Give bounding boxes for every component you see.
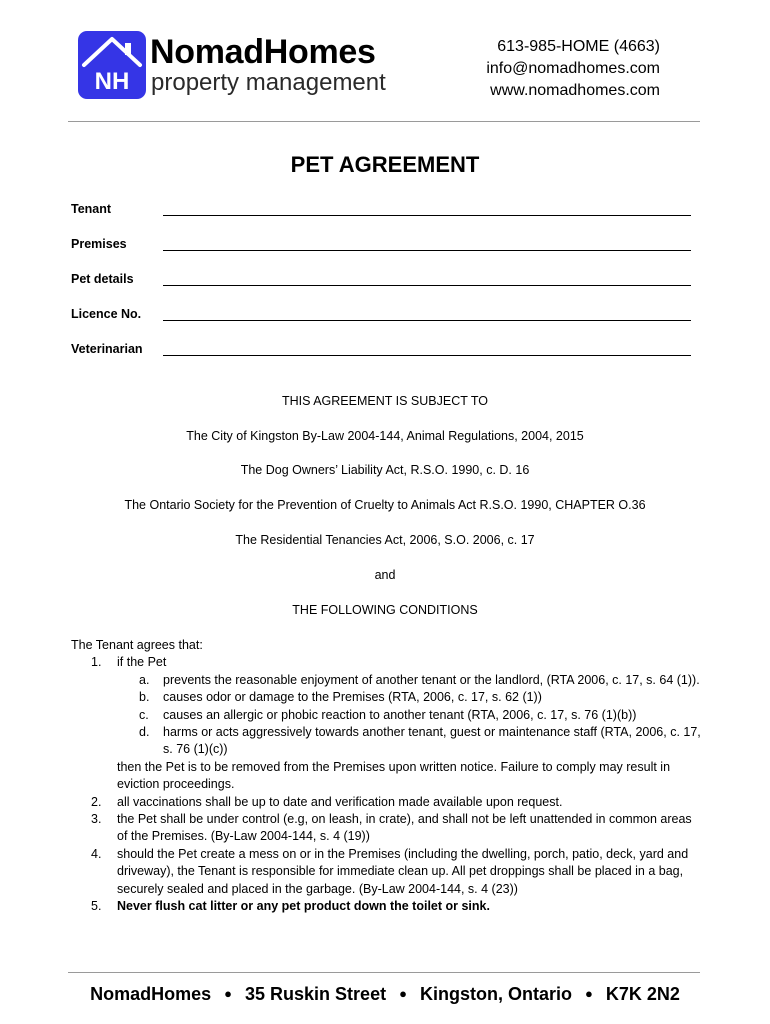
field-licence-no — [71, 306, 691, 324]
list-item — [71, 811, 701, 846]
contact-website[interactable]: www.nomadhomes.com — [490, 82, 660, 99]
field-label: Veterinarian — [71, 342, 143, 356]
bullet-icon: ● — [399, 986, 407, 1001]
field-tenant — [71, 201, 691, 219]
law-residential-tenancies-act: The Residential Tenancies Act, 2006, S.O. 2006, c. 17 — [235, 533, 535, 547]
law-ospca-act: The Ontario Society for the Prevention of Cruelty to Animals Act R.S.O. 1990, CHAPTER O.36 — [124, 498, 646, 512]
field-label: Premises — [71, 237, 127, 251]
sub-item-text: harms or acts aggressively towards another tenant, guest or maintenance staff (RTA, 2006, c. 17, s. 76 (1)(c)) — [163, 725, 701, 757]
bullet-icon: ● — [224, 986, 232, 1001]
footer-postal: K7K 2N2 — [605, 984, 680, 1004]
item-number: 2. — [91, 794, 102, 809]
sub-list-item — [117, 689, 701, 706]
law-kingston-bylaw: The City of Kingston By-Law 2004-144, Animal Regulations, 2004, 2015 — [186, 429, 584, 443]
footer-street: 35 Ruskin Street — [245, 984, 387, 1004]
sub-list — [117, 672, 701, 759]
item-text: Never flush cat litter or any pet product down the toilet or sink. — [117, 899, 490, 914]
field-veterinarian — [71, 341, 691, 359]
brand-tagline: property management — [151, 69, 386, 96]
veterinarian-blank-line[interactable] — [163, 355, 691, 356]
item-number: 1. — [91, 655, 102, 670]
sub-list-item — [117, 724, 701, 759]
list-item — [71, 898, 701, 915]
conditions-list — [71, 654, 701, 915]
document-title: PET AGREEMENT — [290, 152, 480, 177]
item-text: should the Pet create a mess on or in the Premises (including the dwelling, porch, patio, deck, yard and driveway), the Tenant is responsible for immediate clean up. All pet droppings shall be placed in a bag, securely sealed and placed in the garbage. (By-Law 2004-144, s. 4 (23)) — [117, 846, 689, 896]
item-number: 5. — [91, 899, 102, 914]
and-text: and — [374, 568, 396, 582]
contact-email[interactable]: info@nomadhomes.com — [486, 60, 660, 77]
premises-blank-line[interactable] — [163, 250, 691, 251]
sub-list-item — [117, 707, 701, 724]
bullet-icon: ● — [584, 986, 593, 1001]
sub-item-letter: b. — [139, 690, 150, 705]
field-label: Pet details — [71, 272, 134, 286]
field-label: Tenant — [71, 202, 112, 216]
house-logo-icon — [78, 31, 146, 99]
footer-divider — [68, 972, 700, 973]
pet-details-blank-line[interactable] — [163, 285, 691, 286]
field-premises — [71, 236, 691, 254]
sub-item-text: prevents the reasonable enjoyment of another tenant or the landlord, (RTA 2006, c. 17, s. 64 (1)). — [163, 672, 700, 687]
licence-no-blank-line[interactable] — [163, 320, 691, 321]
item-text: if the Pet — [117, 655, 167, 670]
logo-letters: NH — [94, 68, 130, 95]
sub-item-letter: c. — [139, 707, 149, 722]
contact-block — [486, 36, 660, 102]
list-item — [71, 846, 701, 898]
contact-phone: 613-985-HOME (4663) — [497, 38, 660, 55]
sub-item-text: causes odor or damage to the Premises (RTA, 2006, c. 17, s. 62 (1)) — [163, 690, 542, 705]
conditions-heading: THE FOLLOWING CONDITIONS — [292, 603, 478, 617]
sub-item-letter: a. — [139, 672, 150, 687]
brand-name: NomadHomes — [150, 33, 376, 71]
header-divider — [68, 121, 700, 122]
item-after-text: then the Pet is to be removed from the Premises upon written notice. Failure to comply may result in eviction proceedings. — [117, 759, 671, 792]
list-item — [71, 654, 701, 793]
sub-list-item — [117, 672, 701, 689]
conditions-intro: The Tenant agrees that: — [71, 638, 203, 652]
item-number: 4. — [91, 846, 102, 861]
footer-company: NomadHomes — [90, 984, 212, 1004]
sub-item-text: causes an allergic or phobic reaction to another tenant (RTA, 2006, c. 17, s. 76 (1)(b)) — [163, 707, 637, 722]
tenant-blank-line[interactable] — [163, 215, 691, 216]
sub-item-letter: d. — [139, 725, 150, 740]
footer-address — [0, 983, 770, 1007]
conditions-block — [71, 637, 701, 916]
list-item — [71, 794, 701, 811]
item-text: the Pet shall be under control (e.g, on leash, in crate), and shall not be left unattended in common areas of the Premises. (By-Law 2004-144, s. 4 (19)) — [117, 812, 692, 844]
field-pet-details — [71, 271, 691, 289]
item-number: 3. — [91, 812, 102, 827]
field-label: Licence No. — [71, 307, 142, 321]
footer-city: Kingston, Ontario — [419, 984, 572, 1004]
law-dog-owners-act: The Dog Owners’ Liability Act, R.S.O. 1990, c. D. 16 — [240, 463, 530, 477]
item-text: all vaccinations shall be up to date and verification made available upon request. — [117, 794, 563, 809]
subject-heading: THIS AGREEMENT IS SUBJECT TO — [281, 394, 489, 408]
